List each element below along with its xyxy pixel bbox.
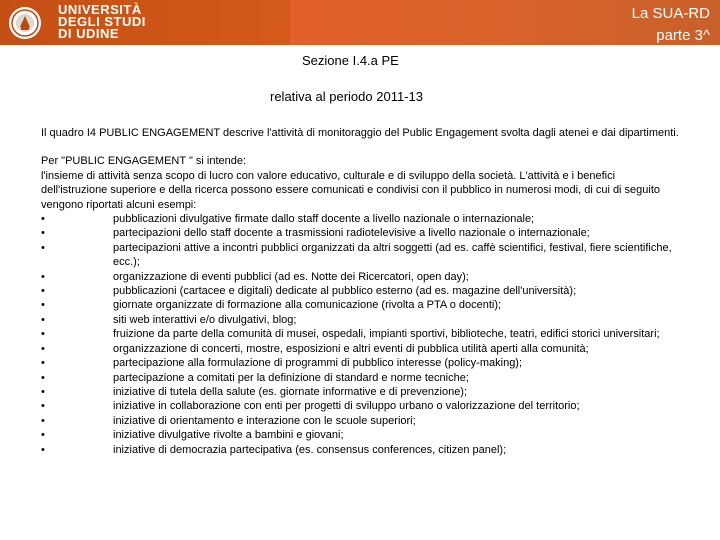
bullet-icon: • <box>41 270 45 283</box>
definition-lead: Per "PUBLIC ENGAGEMENT " si intende: <box>41 155 247 168</box>
university-logo <box>0 0 290 45</box>
university-name <box>58 4 146 40</box>
slide-title <box>632 3 710 47</box>
list-item-text: iniziative in collaborazione con enti per progetti di sviluppo urbano o valorizzazione del territorio; <box>113 400 580 413</box>
bullet-icon: • <box>41 414 45 427</box>
list-item-text: siti web interattivi e/o divulgativi, blog; <box>113 313 297 326</box>
list-item <box>41 371 681 385</box>
definition-paragraph: l'insieme di attività senza scopo di lucro con valore educativo, culturale e di sviluppo della società. L'attività e i benefici dell'istruzione superiore e della ricerca possono essere comunicati e condivisi con il pubblico in numerosi modi, di cui di seguito vengono riportati alcuni esempi: <box>41 169 661 211</box>
list-item-text: iniziative di orientamento e interazione con le scuole superiori; <box>113 414 416 427</box>
list-item-text: partecipazioni attive a incontri pubblici organizzati da altri soggetti (ad es. caffè scientifici, festival, fiere scientifiche, ecc.); <box>113 241 672 269</box>
university-name-line: DI UDINE <box>58 26 120 41</box>
bullet-icon: • <box>41 299 45 312</box>
bullet-icon: • <box>41 371 45 384</box>
list-item <box>41 270 681 284</box>
list-item-text: pubblicazioni divulgative firmate dallo staff docente a livello nazionale o internazionale; <box>113 213 535 226</box>
list-item-text: partecipazioni dello staff docente a trasmissioni radiotelevisive a livello nazionale o internazionale; <box>113 227 590 240</box>
list-item <box>41 212 681 226</box>
bullet-icon: • <box>41 241 45 254</box>
list-item-text: giornate organizzate di formazione alla comunicazione (rivolta a PTA o docenti); <box>113 299 502 312</box>
bullet-icon: • <box>41 357 45 370</box>
intro-paragraph: Il quadro I4 PUBLIC ENGAGEMENT descrive l'attività di monitoraggio del Public Engagement svolta dagli atenei e dai dipartimenti. <box>41 127 679 139</box>
list-item <box>41 443 681 457</box>
list-item-text: pubblicazioni (cartacee e digitali) dedicate al pubblico esterno (ad es. magazine dell'università); <box>113 285 577 298</box>
body-content <box>41 126 681 457</box>
bullet-icon: • <box>41 227 45 240</box>
period-title: relativa al periodo 2011-13 <box>270 89 423 104</box>
slide-title-line1: La SUA-RD <box>631 5 710 22</box>
bullet-icon: • <box>41 328 45 341</box>
section-title: Sezione I.4.a PE <box>302 53 399 68</box>
list-item <box>41 342 681 356</box>
list-item-text: partecipazione alla formulazione di programmi di pubblico interesse (policy-making); <box>113 357 523 370</box>
list-item-text: organizzazione di eventi pubblici (ad es. Notte dei Ricercatori, open day); <box>113 270 469 283</box>
list-item <box>41 428 681 442</box>
list-item <box>41 356 681 370</box>
list-item-text: partecipazione a comitati per la definizione di standard e norme tecniche; <box>113 371 469 384</box>
bullet-icon: • <box>41 313 45 326</box>
list-item <box>41 226 681 240</box>
bullet-icon: • <box>41 213 45 226</box>
university-name-line: UNIVERSITÀ <box>58 2 142 17</box>
list-item-text: iniziative divulgative rivolte a bambini e giovani; <box>113 429 344 442</box>
list-item-text: fruizione da parte della comunità di musei, ospedali, impianti sportivi, biblioteche, teatri, edifici storici universitari; <box>113 328 660 341</box>
list-item-text: iniziative di democrazia partecipativa (es. consensus conferences, citizen panel); <box>113 443 507 456</box>
list-item <box>41 327 681 341</box>
list-item-text: organizzazione di concerti, mostre, esposizioni e altri eventi di pubblica utilità aperti alla comunità; <box>113 342 589 355</box>
list-item <box>41 414 681 428</box>
list-item <box>41 399 681 413</box>
bullet-icon: • <box>41 443 45 456</box>
list-item <box>41 298 681 312</box>
slide-title-line2: parte 3^ <box>656 27 710 44</box>
header-band <box>0 0 720 45</box>
list-item-text: iniziative di tutela della salute (es. giornate informative e di prevenzione); <box>113 385 468 398</box>
list-item <box>41 385 681 399</box>
university-seal-icon <box>8 6 42 40</box>
university-name-line: DEGLI STUDI <box>58 14 146 29</box>
bullet-icon: • <box>41 342 45 355</box>
bullet-icon: • <box>41 285 45 298</box>
bullet-icon: • <box>41 385 45 398</box>
list-item <box>41 241 681 270</box>
bullet-icon: • <box>41 429 45 442</box>
bullet-icon: • <box>41 400 45 413</box>
examples-list <box>41 212 681 457</box>
list-item <box>41 313 681 327</box>
list-item <box>41 284 681 298</box>
